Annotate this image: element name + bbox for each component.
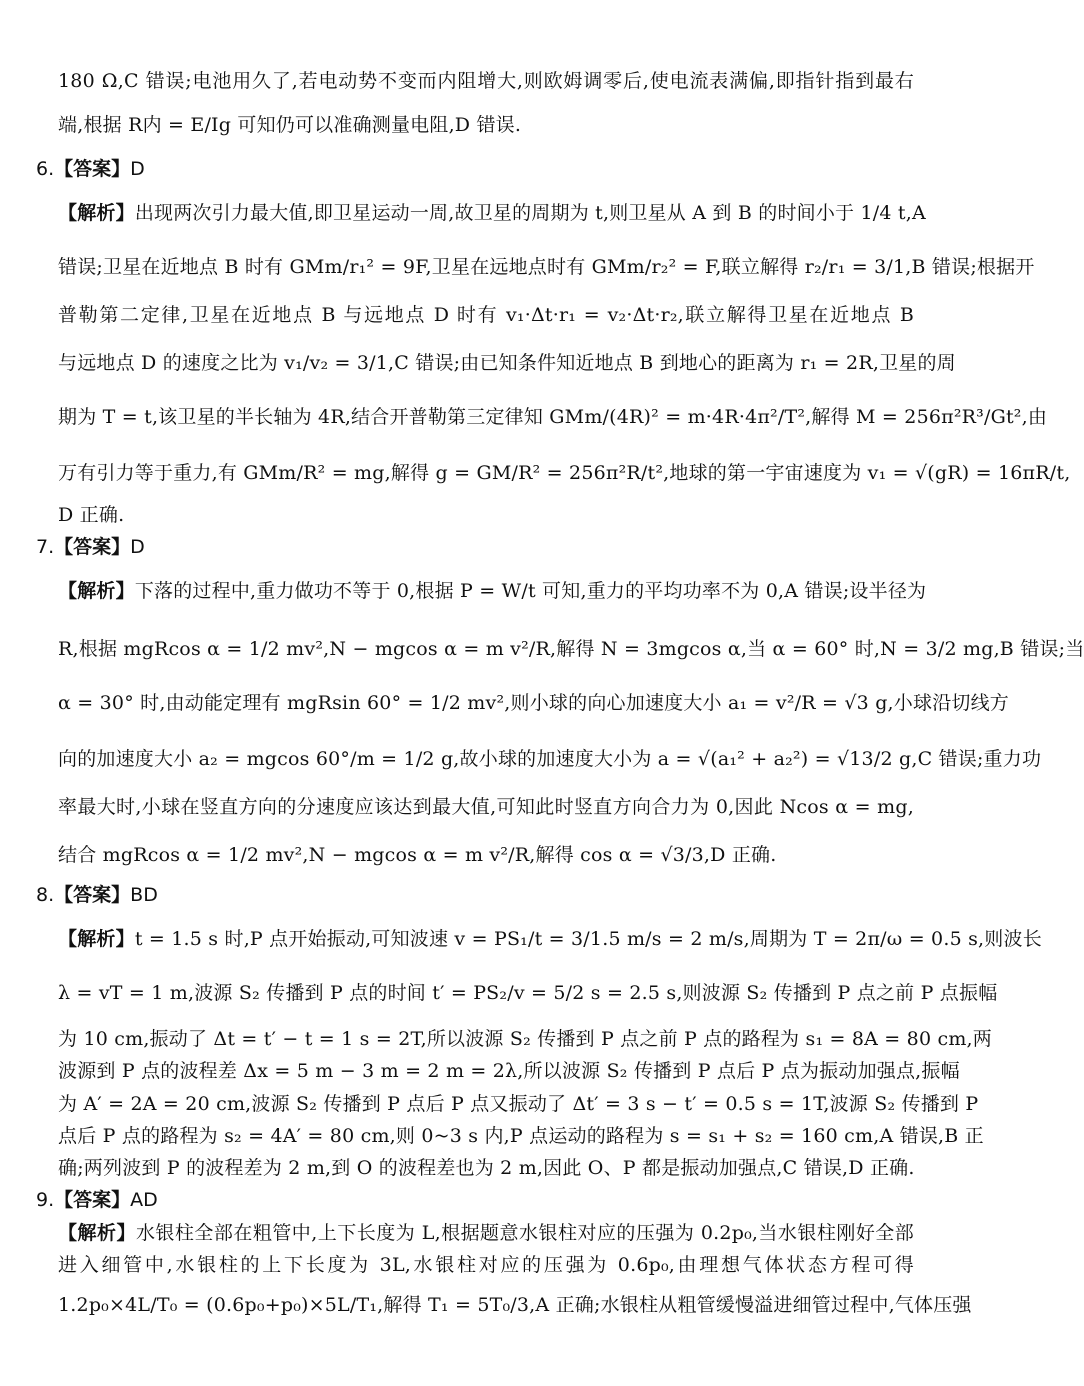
analysis-8-line-1 — [58, 926, 1042, 952]
carryover-line-1: 180 Ω,C 错误;电池用久了,若电动势不变而内阻增大,则欧姆调零后,使电流表满偏,即指针指到最右 — [58, 70, 914, 92]
analysis-9-line-2: 进入细管中,水银柱的上下长度为 3L,水银柱对应的压强为 0.6p₀,由理想气体状态方程可得 — [58, 1254, 914, 1276]
analysis-6-line-3: 普勒第二定律,卫星在近地点 B 与远地点 D 时有 v₁·Δt·r₁ = v₂·Δt·r₂,联立解得卫星在近地点 B — [58, 304, 914, 326]
analysis-9-line-3: 1.2p₀×4L/T₀ = (0.6p₀+p₀)×5L/T₁,解得 T₁ = 5T₀/3,A 正确;水银柱从粗管缓慢溢进细管过程中,气体压强 — [58, 1294, 972, 1316]
answer-8-value: BD — [130, 884, 158, 906]
answer-7-value: D — [130, 536, 145, 558]
analysis-7-text-1: 下落的过程中,重力做功不等于 0,根据 P = W/t 可知,重力的平均功率不为 0,A 错误;设半径为 — [134, 580, 927, 602]
answer-8-number: 8. — [36, 884, 55, 906]
analysis-9-text-1: 水银柱全部在粗管中,上下长度为 L,根据题意水银柱对应的压强为 0.2p₀,当水银柱刚好全部 — [135, 1222, 914, 1244]
analysis-6-label: 【解析】 — [58, 202, 135, 224]
analysis-8-line-3: 为 10 cm,振动了 Δt = t′ − t = 1 s = 2T,所以波源 S₂ 传播到 P 点之前 P 点的路程为 s₁ = 8A = 80 cm,两 — [58, 1028, 992, 1050]
answer-9-number: 9. — [36, 1189, 55, 1211]
answer-9-value: AD — [130, 1189, 158, 1211]
analysis-6-line-4: 与远地点 D 的速度之比为 v₁/v₂ = 3/1,C 错误;由已知条件知近地点 B 到地心的距离为 r₁ = 2R,卫星的周 — [58, 352, 956, 374]
answer-9-label: 【答案】 — [54, 1189, 131, 1211]
analysis-6-line-2: 错误;卫星在近地点 B 时有 GMm/r₁² = 9F,卫星在远地点时有 GMm/r₂² = F,联立解得 r₂/r₁ = 3/1,B 错误;根据开 — [58, 256, 1035, 278]
analysis-8-line-6: 点后 P 点的路程为 s₂ = 4A′ = 80 cm,则 0~3 s 内,P 点运动的路程为 s = s₁ + s₂ = 160 cm,A 错误,B 正 — [58, 1125, 984, 1147]
answer-8-label: 【答案】 — [54, 884, 131, 906]
analysis-7-line-4: 向的加速度大小 a₂ = mgcos 60°/m = 1/2 g,故小球的加速度大小为 a = √(a₁² + a₂²) = √13/2 g,C 错误;重力功 — [58, 748, 1042, 770]
analysis-8-text-1: t = 1.5 s 时,P 点开始振动,可知波速 v = PS₁/t = 3/1.5 m/s = 2 m/s,周期为 T = 2π/ω = 0.5 s,则波长 — [134, 928, 1042, 950]
answer-6-heading — [36, 156, 145, 182]
analysis-8-line-2: λ = vT = 1 m,波源 S₂ 传播到 P 点的时间 t′ = PS₂/v = 5/2 s = 2.5 s,则波源 S₂ 传播到 P 点之前 P 点振幅 — [58, 982, 998, 1004]
analysis-7-line-1 — [58, 578, 927, 604]
answer-6-value: D — [130, 158, 145, 180]
analysis-7-line-5: 率最大时,小球在竖直方向的分速度应该达到最大值,可知此时竖直方向合力为 0,因此 Ncos α = mg, — [58, 796, 914, 818]
analysis-9-label: 【解析】 — [58, 1222, 136, 1244]
analysis-6-line-5: 期为 T = t,该卫星的半长轴为 4R,结合开普勒第三定律知 GMm/(4R)² = m·4R·4π²/T²,解得 M = 256π²R³/Gt²,由 — [58, 406, 1048, 428]
answer-8-heading — [36, 882, 158, 908]
analysis-9-line-1 — [58, 1220, 914, 1246]
carryover-line-2: 端,根据 R内 = E/Ig 可知仍可以准确测量电阻,D 错误. — [58, 114, 522, 136]
analysis-6-text-1: 出现两次引力最大值,即卫星运动一周,故卫星的周期为 t,则卫星从 A 到 B 的时间小于 1/4 t,A — [134, 202, 926, 224]
analysis-6-line-1 — [58, 200, 926, 226]
analysis-8-line-7: 确;两列波到 P 的波程差为 2 m,到 O 的波程差也为 2 m,因此 O、P 都是振动加强点,C 错误,D 正确. — [58, 1157, 915, 1179]
answer-7-heading — [36, 534, 145, 560]
analysis-7-line-2: R,根据 mgRcos α = 1/2 mv²,N − mgcos α = m v²/R,解得 N = 3mgcos α,当 α = 60° 时,N = 3/2 mg,B 错误;当 — [58, 638, 1084, 660]
analysis-6-line-6: 万有引力等于重力,有 GMm/R² = mg,解得 g = GM/R² = 256π²R/t²,地球的第一宇宙速度为 v₁ = √(gR) = 16πR/t, — [58, 462, 1071, 484]
analysis-8-line-5: 为 A′ = 2A = 20 cm,波源 S₂ 传播到 P 点后 P 点又振动了 Δt′ = 3 s − t′ = 0.5 s = 1T,波源 S₂ 传播到 P — [58, 1093, 979, 1115]
answer-7-number: 7. — [36, 536, 55, 558]
analysis-7-line-3: α = 30° 时,由动能定理有 mgRsin 60° = 1/2 mv²,则小球的向心加速度大小 a₁ = v²/R = √3 g,小球沿切线方 — [58, 692, 1009, 714]
answer-6-label: 【答案】 — [54, 158, 131, 180]
analysis-7-line-6: 结合 mgRcos α = 1/2 mv²,N − mgcos α = m v²/R,解得 cos α = √3/3,D 正确. — [58, 844, 777, 866]
analysis-6-line-7: D 正确. — [58, 504, 125, 526]
analysis-7-label: 【解析】 — [58, 580, 135, 602]
answer-7-label: 【答案】 — [54, 536, 131, 558]
answer-6-number: 6. — [36, 158, 55, 180]
analysis-8-line-4: 波源到 P 点的波程差 Δx = 5 m − 3 m = 2 m = 2λ,所以波源 S₂ 传播到 P 点后 P 点为振动加强点,振幅 — [58, 1060, 960, 1082]
analysis-8-label: 【解析】 — [58, 928, 135, 950]
answer-9-heading — [36, 1187, 158, 1213]
